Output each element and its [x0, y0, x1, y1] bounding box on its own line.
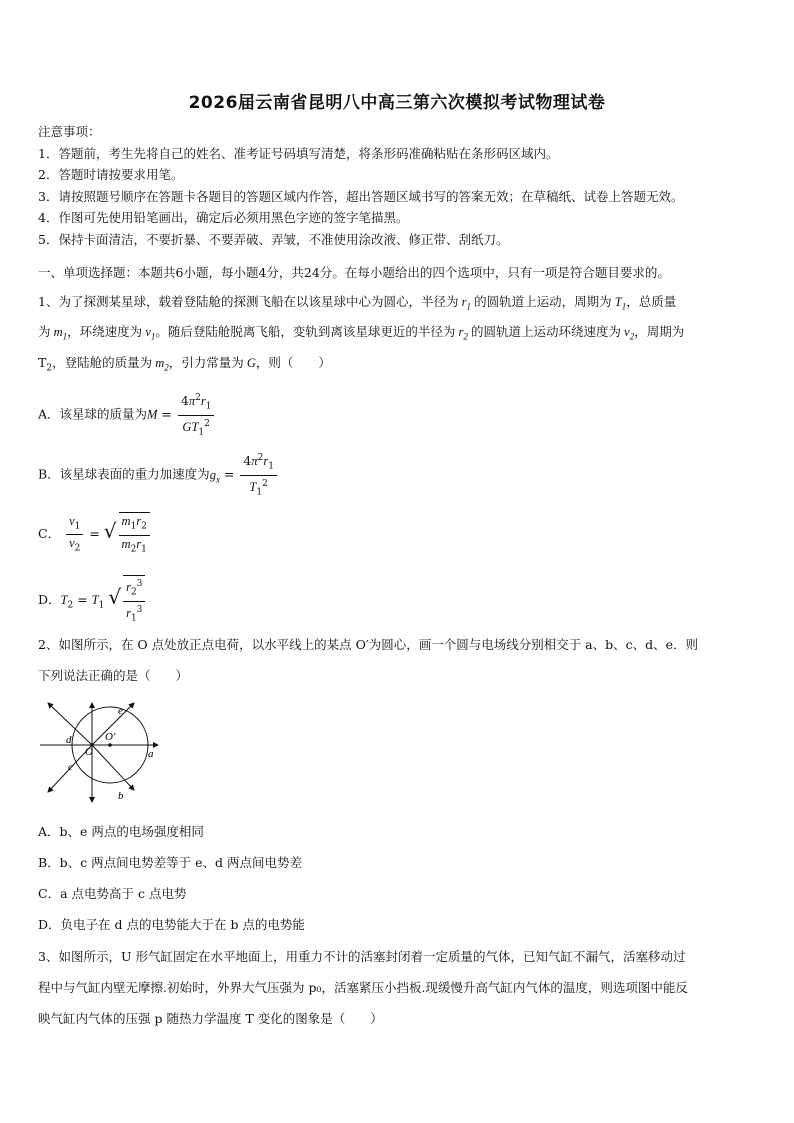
q2-option-a: A．b、e 两点的电场强度相同	[38, 824, 204, 839]
q1-option-b: B．该星球表面的重力加速度为$g_x$ = $\frac{4\pi^2r_1}{T_1^2}$	[38, 450, 279, 500]
q2-option-d: D．负电子在 d 点的电势能大于在 b 点的电势能	[38, 917, 305, 932]
note-item: 5．保持卡面清洁，不要折暴、不要弄破、弄皱，不准使用涂改液、修正带、刮纸刀。	[38, 231, 509, 247]
page-title: 2026届云南省昆明八中高三第六次模拟考试物理试卷	[188, 93, 606, 113]
q2-line2: 下列说法正确的是（ ）	[38, 668, 189, 683]
q2-option-b: B．b、c 两点间电势差等于 e、d 两点间电势差	[38, 855, 303, 870]
q1-line1: 1、为了探测某星球，载着登陆舱的探测飞船在以该星球中心为圆心，半径为 $r_1$ 的圆轨道上运动，周期为 $T_1$，总质量	[38, 294, 677, 312]
q2-option-c: C．a 点电势高于 c 点电势	[38, 886, 187, 901]
label-d: d	[66, 734, 72, 746]
note-item: 2．答题时请按要求用笔。	[38, 167, 184, 182]
label-O: O	[85, 746, 93, 758]
label-c: c	[68, 761, 73, 773]
q3-line3: 映气缸内气体的压强 p 随热力学温度 T 变化的图象是（ ）	[38, 1011, 383, 1026]
notes-block	[38, 121, 683, 250]
q1-option-c: C． $\frac{v_1}{v_2}$ = √ $\frac{m_1r_2}{m_2r_1}$	[38, 512, 152, 557]
label-b: b	[118, 790, 124, 802]
electric-field-diagram	[38, 700, 168, 805]
q3-line1: 3、如图所示，U 形气缸固定在水平地面上，用重力不计的活塞封闭着一定质量的气体，已知气缸不漏气，活塞移动过	[38, 949, 686, 964]
label-e: e	[118, 705, 123, 717]
q1-line3: $T_2$，登陆舱的质量为 $m_2$，引力常量为 G，则（ ）	[38, 355, 331, 374]
notes-heading: 注意事项：	[38, 124, 101, 139]
q1-line2: 为 $m_1$，环绕速度为 $v_1$。随后登陆舱脱离飞船，变轨到离该星球更近的半径为 $r_2$ 的圆轨道上运动环绕速度为 $v_2$，周期为	[38, 324, 685, 342]
note-item: 1．答题前，考生先将自己的姓名、准考证号码填写清楚，将条形码准确粘贴在条形码区域内。	[38, 145, 559, 161]
label-a: a	[148, 748, 154, 760]
q3-line2: 程中与气缸内壁无摩擦.初始时，外界大气压强为 p₀，活塞紧压小挡板.现缓慢升高气缸内气体的温度，则选项图中能反	[38, 980, 688, 995]
q2-line1: 2、如图所示，在 O 点处放正点电荷，以水平线上的某点 O′为圆心，画一个圆与电场线分别相交于 a、b、c、d、e．则	[38, 637, 699, 652]
q1-option-d: D．$T_2 = T_1$ √ $\frac{r_2^3}{r_1^3}$	[38, 575, 147, 626]
note-item: 4．作图可先使用铅笔画出，确定后必须用黑色字迹的签字笔描黑。	[38, 210, 409, 225]
point-O-prime	[108, 743, 112, 747]
section-heading: 一、单项选择题：本题共6小题，每小题4分，共24分。在每小题给出的四个选项中，只有一项是符合题目要求的。	[38, 265, 670, 280]
q1-option-a: A．该星球的质量为M = $\frac{4\pi^2r_1}{GT_1^2}$	[38, 390, 216, 440]
note-item: 3．请按照题号顺序在答题卡各题目的答题区域内作答，超出答题区域书写的答案无效；在草稿纸、试卷上答题无效。	[38, 188, 684, 204]
label-O-prime: O′	[105, 731, 116, 743]
